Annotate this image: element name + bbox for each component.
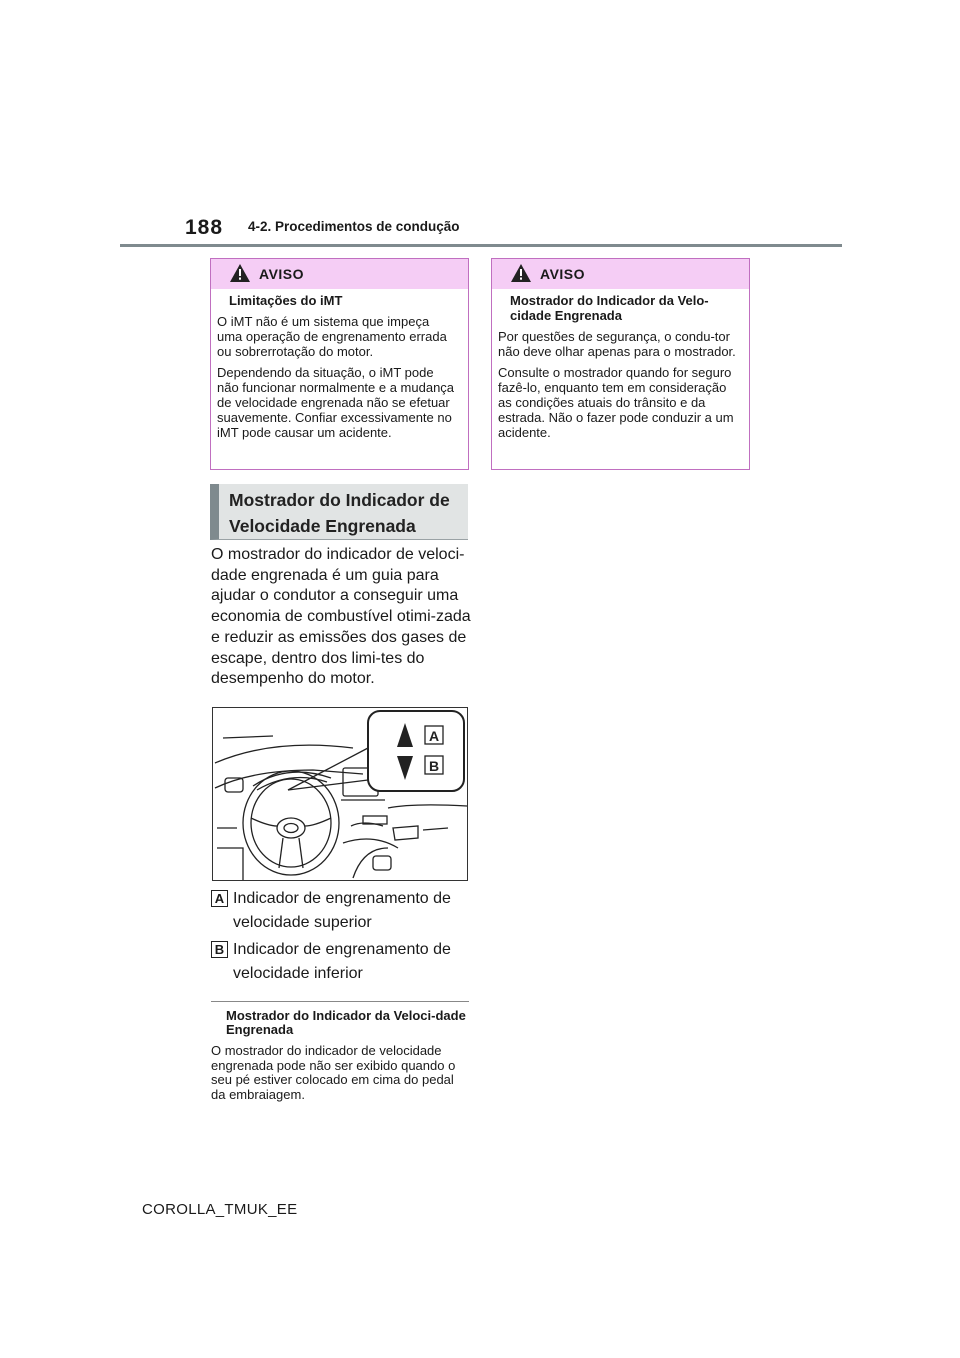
- warning-box-right: [491, 258, 750, 470]
- section-heading-line2: Velocidade Engrenada: [229, 516, 416, 536]
- warning-paragraph: Consulte o mostrador quando for seguro fazê-lo, enquanto tem em consideração as condições atuais do trânsito e da estrada. Não o fazer pode conduzir a um acidente.: [498, 365, 734, 440]
- dashboard-illustration: [212, 707, 468, 881]
- warning-body: [492, 289, 749, 452]
- warning-subtitle: Limitações do iMT: [229, 293, 343, 308]
- warning-triangle-icon: [229, 263, 251, 283]
- warning-header: [492, 259, 749, 289]
- warning-subtitle: Mostrador do Indicador da Velo-cidade Engrenada: [510, 293, 709, 323]
- body-paragraph: O mostrador do indicador de veloci-dade engrenada é um guia para ajudar o condutor a conseguir uma economia de combustível otimi-zada e reduzir as emissões dos gases de escape, dentro dos limi-tes do desempenho do motor.: [211, 546, 471, 688]
- legend-line2: velocidade inferior: [233, 965, 363, 982]
- legend-line1: Indicador de engrenamento de: [233, 890, 451, 907]
- header-rule: [120, 244, 842, 247]
- warning-paragraph: Por questões de segurança, o condu-tor não deve olhar apenas para o mostrador.: [498, 329, 736, 359]
- note-text: O mostrador do indicador de velocidade engrenada pode não ser exibido quando o seu pé estiver colocado em cima do pedal da embraiagem.: [211, 1043, 456, 1102]
- footer-model-code: COROLLA_TMUK_EE: [142, 1201, 298, 1218]
- warning-paragraph: O iMT não é um sistema que impeça uma operação de engrenamento errada ou sobrerrotação do motor.: [217, 314, 447, 359]
- legend-line2: velocidade superior: [233, 914, 372, 931]
- section-heading-text: [229, 487, 450, 539]
- dashboard-drawing: [213, 708, 468, 881]
- note-rule: [211, 1001, 469, 1002]
- legend-text: [233, 938, 473, 986]
- callout-b-label: B: [428, 758, 440, 774]
- section-heading-line1: Mostrador do Indicador de: [229, 490, 450, 510]
- warning-box-left: [210, 258, 469, 470]
- callout-a-label: A: [428, 728, 440, 744]
- warning-triangle-icon: [510, 263, 532, 283]
- warning-body: [211, 289, 468, 452]
- legend-line1: Indicador de engrenamento de: [233, 941, 451, 958]
- legend-badge-b: B: [211, 941, 228, 958]
- page-number: 188: [185, 216, 224, 239]
- warning-label: AVISO: [259, 266, 305, 282]
- legend-item-a: [211, 887, 471, 937]
- warning-paragraph: Dependendo da situação, o iMT pode não funcionar normalmente e a mudança de velocidade engrenada não se efetuar suavemente. Confiar excessivamente no iMT pode causar um acidente.: [217, 365, 455, 440]
- note-title: Mostrador do Indicador da Veloci-dade Engrenada: [226, 1008, 466, 1037]
- section-title: 4-2. Procedimentos de condução: [248, 219, 460, 234]
- legend-text: [233, 887, 473, 935]
- legend-item-b: [211, 938, 471, 988]
- warning-label: AVISO: [540, 266, 586, 282]
- legend-badge-a: A: [211, 890, 228, 907]
- warning-header: [211, 259, 468, 289]
- section-heading: [210, 484, 468, 540]
